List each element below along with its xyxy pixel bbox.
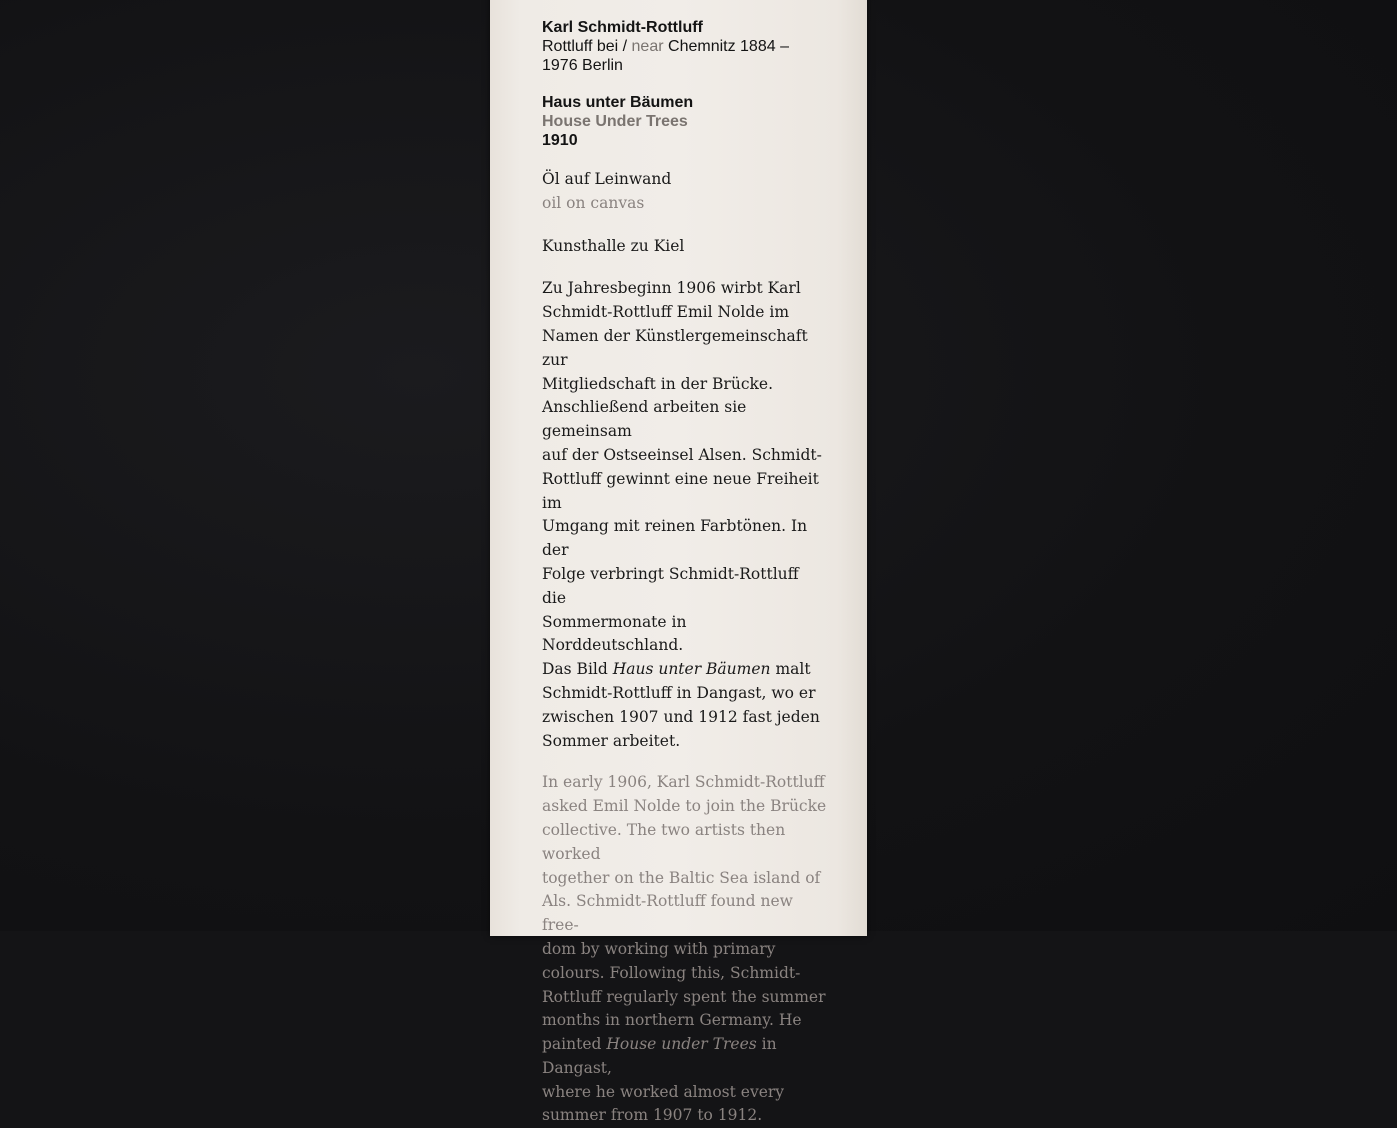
description-de-line: Umgang mit reinen Farbtönen. In der	[542, 517, 808, 560]
artist-bio-near: near	[631, 38, 664, 55]
artist-block	[542, 18, 827, 75]
description-de	[542, 277, 827, 753]
description-en-line: colours. Following this, Schmidt-	[542, 963, 801, 982]
collection-name: Kunsthalle zu Kiel	[542, 236, 685, 255]
description-en-line-italic	[542, 1033, 827, 1081]
label-content	[542, 18, 827, 1128]
description-de-line: Mitgliedschaft in der Brücke.	[542, 374, 773, 393]
artist-bio-line-2: 1976 Berlin	[542, 57, 623, 74]
artist-bio-line-1	[542, 37, 827, 56]
description-de-italic-title: Haus unter Bäumen	[612, 660, 771, 679]
description-de-line: Sommer arbeitet.	[542, 731, 681, 750]
description-en-line: Rottluff regularly spent the summer	[542, 987, 826, 1006]
description-de-line: auf der Ostseeinsel Alsen. Schmidt-	[542, 445, 822, 464]
description-de-line: zwischen 1907 und 1912 fast jeden	[542, 707, 820, 726]
description-de-line-italic	[542, 658, 827, 682]
description-de-line: Rottluff gewinnt eine neue Freiheit im	[542, 469, 819, 512]
description-de-line: Anschließend arbeiten sie gemeinsam	[542, 398, 747, 441]
description-en	[542, 771, 827, 1128]
artwork-title-de: Haus unter Bäumen	[542, 94, 694, 111]
description-en-line: In early 1906, Karl Schmidt-Rottluff	[542, 773, 825, 792]
description-en-line: months in northern Germany. He	[542, 1011, 802, 1030]
description-en-line: Als. Schmidt-Rottluff found new free-	[542, 892, 793, 935]
description-en-line: asked Emil Nolde to join the Brücke	[542, 797, 827, 816]
description-de-line: Sommermonate in Norddeutschland.	[542, 612, 687, 655]
medium-en: oil on canvas	[542, 193, 645, 212]
artwork-title-en: House Under Trees	[542, 113, 688, 130]
description-de-line: Zu Jahresbeginn 1906 wirbt Karl	[542, 279, 801, 298]
artist-bio-birthplace: Rottluff bei /	[542, 38, 632, 55]
description-en-line: dom by working with primary	[542, 939, 776, 958]
description-de-line: Schmidt-Rottluff in Dangast, wo er	[542, 683, 816, 702]
museum-label-card	[490, 0, 867, 1125]
artwork-title-block	[542, 93, 827, 150]
description-de-line: Schmidt-Rottluff Emil Nolde im	[542, 303, 790, 322]
description-en-line: collective. The two artists then worked	[542, 820, 786, 863]
description-de-line: Folge verbringt Schmidt-Rottluff die	[542, 564, 799, 607]
artist-bio-city-year: Chemnitz 1884 –	[663, 38, 789, 55]
description-en-line: where he worked almost every	[542, 1082, 785, 1101]
description-en-italic-title: House under Trees	[606, 1035, 757, 1054]
description-de-pre-italic: Das Bild	[542, 660, 613, 679]
description-en-line: summer from 1907 to 1912.	[542, 1106, 763, 1125]
medium-block	[542, 168, 827, 216]
description-de-post-italic: malt	[770, 660, 811, 679]
description-en-pre-italic: painted	[542, 1035, 607, 1054]
artwork-year: 1910	[542, 132, 578, 149]
description-en-post-italic: in Dangast,	[542, 1035, 777, 1077]
description-de-line: Namen der Künstlergemeinschaft zur	[542, 326, 808, 369]
artist-name: Karl Schmidt-Rottluff	[542, 19, 703, 36]
medium-de: Öl auf Leinwand	[542, 170, 672, 188]
description-en-line: together on the Baltic Sea island of	[542, 868, 821, 887]
